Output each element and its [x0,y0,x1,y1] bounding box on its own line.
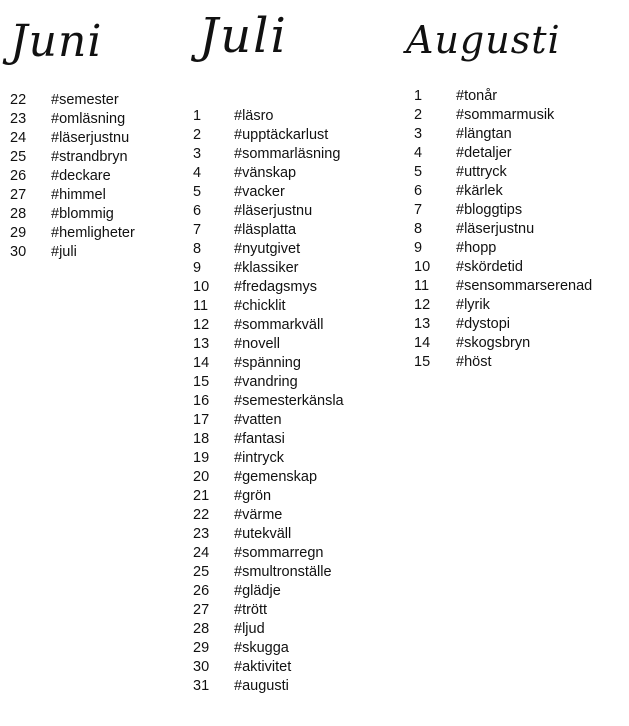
list-item [10,167,135,186]
hashtag: #aktivitet [234,659,292,675]
hashtag: #sommarregn [234,545,324,561]
hashtag: #trött [234,602,268,618]
hashtag: #läserjustnu [234,203,313,219]
list-item [10,110,135,129]
day-number: 3 [193,146,202,162]
list-item [193,658,344,677]
list-item [193,335,344,354]
hashtag: #nyutgivet [234,241,301,257]
day-number: 15 [193,374,210,390]
hashtag: #dystopi [456,316,511,332]
day-number: 7 [193,222,202,238]
hashtag: #sommarkväll [234,317,324,333]
list-item [10,186,135,205]
day-number: 13 [193,336,210,352]
list-item [193,468,344,487]
hashtag: #glädje [234,583,281,599]
list-item [193,202,344,221]
hashtag: #himmel [51,187,106,203]
day-number: 4 [414,145,423,161]
hashtag-list-augusti [414,87,592,372]
day-number: 24 [10,130,27,146]
day-number: 27 [10,187,27,203]
hashtag: #vänskap [234,165,297,181]
list-item [193,601,344,620]
hashtag: #kärlek [456,183,503,199]
hashtag: #vacker [234,184,285,200]
hashtag: #värme [234,507,283,523]
list-item [10,243,135,262]
day-number: 12 [193,317,210,333]
month-heading-juni: Juni [10,16,103,67]
hashtag: #sommarläsning [234,146,341,162]
list-item [414,239,592,258]
list-item [193,240,344,259]
list-item [414,201,592,220]
day-number: 10 [193,279,210,295]
list-item [414,220,592,239]
day-number: 11 [414,278,430,294]
day-number: 26 [193,583,210,599]
list-item [193,221,344,240]
list-item [193,392,344,411]
list-item [10,148,135,167]
list-item [414,144,592,163]
list-item [193,639,344,658]
day-number: 26 [10,168,27,184]
list-item [193,430,344,449]
list-item [193,145,344,164]
hashtag: #hopp [456,240,497,256]
list-item [414,353,592,372]
day-number: 25 [10,149,27,165]
day-number: 14 [193,355,210,371]
list-item [414,125,592,144]
hashtag-list-juli [193,107,344,696]
list-item [193,620,344,639]
day-number: 28 [10,206,27,222]
hashtag: #chicklit [234,298,286,314]
hashtag: #vandring [234,374,298,390]
day-number: 4 [193,165,202,181]
hashtag: #novell [234,336,280,352]
day-number: 16 [193,393,210,409]
hashtag: #skugga [234,640,289,656]
list-item [193,183,344,202]
day-number: 29 [193,640,210,656]
day-number: 18 [193,431,210,447]
day-number: 1 [193,108,202,124]
day-number: 13 [414,316,431,332]
list-item [414,277,592,296]
hashtag: #läsplatta [234,222,297,238]
hashtag: #tonår [456,88,498,104]
hashtag: #upptäckarlust [234,127,329,143]
hashtag: #läserjustnu [51,130,130,146]
list-item [414,334,592,353]
hashtag: #sensommarserenad [456,278,593,294]
day-number: 8 [193,241,202,257]
day-number: 23 [193,526,210,542]
hashtag: #hemligheter [51,225,135,241]
hashtag: #strandbryn [51,149,128,165]
list-item [414,315,592,334]
hashtag: #juli [51,244,77,260]
list-item [193,411,344,430]
day-number: 19 [193,450,210,466]
hashtag: #läserjustnu [456,221,535,237]
day-number: 20 [193,469,210,485]
day-number: 28 [193,621,210,637]
hashtag: #ljud [234,621,265,637]
hashtag: #sommarmusik [456,107,555,123]
list-item [193,582,344,601]
list-item [10,205,135,224]
list-item [193,525,344,544]
hashtag: #deckare [51,168,111,184]
list-item [193,487,344,506]
list-item [414,163,592,182]
day-number: 31 [193,678,210,694]
hashtag: #detaljer [456,145,512,161]
list-item [10,224,135,243]
day-number: 21 [193,488,210,504]
list-item [414,296,592,315]
day-number: 23 [10,111,27,127]
hashtag: #spänning [234,355,301,371]
hashtag: #gemenskap [234,469,318,485]
day-number: 30 [10,244,27,260]
hashtag: #smultronställe [234,564,332,580]
list-item [10,129,135,148]
list-item [193,354,344,373]
hashtag: #augusti [234,678,289,694]
hashtag: #lyrik [456,297,490,313]
day-number: 9 [193,260,202,276]
day-number: 1 [414,88,423,104]
list-item [193,259,344,278]
day-number: 7 [414,202,423,218]
day-number: 11 [193,298,209,314]
day-number: 22 [10,92,27,108]
day-number: 14 [414,335,431,351]
day-number: 9 [414,240,423,256]
day-number: 25 [193,564,210,580]
hashtag-list-juni [10,91,135,262]
list-item [193,297,344,316]
list-item [193,563,344,582]
hashtag: #bloggtips [456,202,523,218]
list-item [193,449,344,468]
day-number: 6 [193,203,202,219]
day-number: 5 [414,164,423,180]
list-item [193,373,344,392]
day-number: 24 [193,545,210,561]
hashtag: #klassiker [234,260,299,276]
day-number: 22 [193,507,210,523]
hashtag: #uttryck [456,164,507,180]
list-item [193,164,344,183]
hashtag: #intryck [234,450,284,466]
day-number: 10 [414,259,431,275]
list-item [10,91,135,110]
month-heading-juli: Juli [199,8,288,64]
day-number: 6 [414,183,423,199]
hashtag: #skördetid [456,259,523,275]
month-heading-augusti: Augusti [406,18,561,62]
hashtag: #längtan [456,126,512,142]
day-number: 15 [414,354,431,370]
hashtag: #semester [51,92,119,108]
list-item [193,126,344,145]
list-item [414,106,592,125]
day-number: 2 [414,107,423,123]
day-number: 29 [10,225,27,241]
list-item [414,182,592,201]
list-item [193,316,344,335]
day-number: 30 [193,659,210,675]
hashtag: #blommig [51,206,114,222]
day-number: 17 [193,412,210,428]
day-number: 3 [414,126,423,142]
hashtag: #omläsning [51,111,126,127]
day-number: 5 [193,184,202,200]
list-item [193,506,344,525]
hashtag: #semesterkänsla [234,393,344,409]
day-number: 2 [193,127,202,143]
hashtag: #fredagsmys [234,279,318,295]
list-item [193,107,344,126]
hashtag: #fantasi [234,431,285,447]
hashtag: #höst [456,354,492,370]
list-item [414,87,592,106]
day-number: 8 [414,221,423,237]
hashtag: #skogsbryn [456,335,531,351]
list-item [193,677,344,696]
hashtag: #grön [234,488,272,504]
hashtag: #läsro [234,108,274,124]
list-item [193,278,344,297]
day-number: 27 [193,602,210,618]
list-item [414,258,592,277]
hashtag: #utekväll [234,526,292,542]
day-number: 12 [414,297,431,313]
hashtag: #vatten [234,412,282,428]
list-item [193,544,344,563]
